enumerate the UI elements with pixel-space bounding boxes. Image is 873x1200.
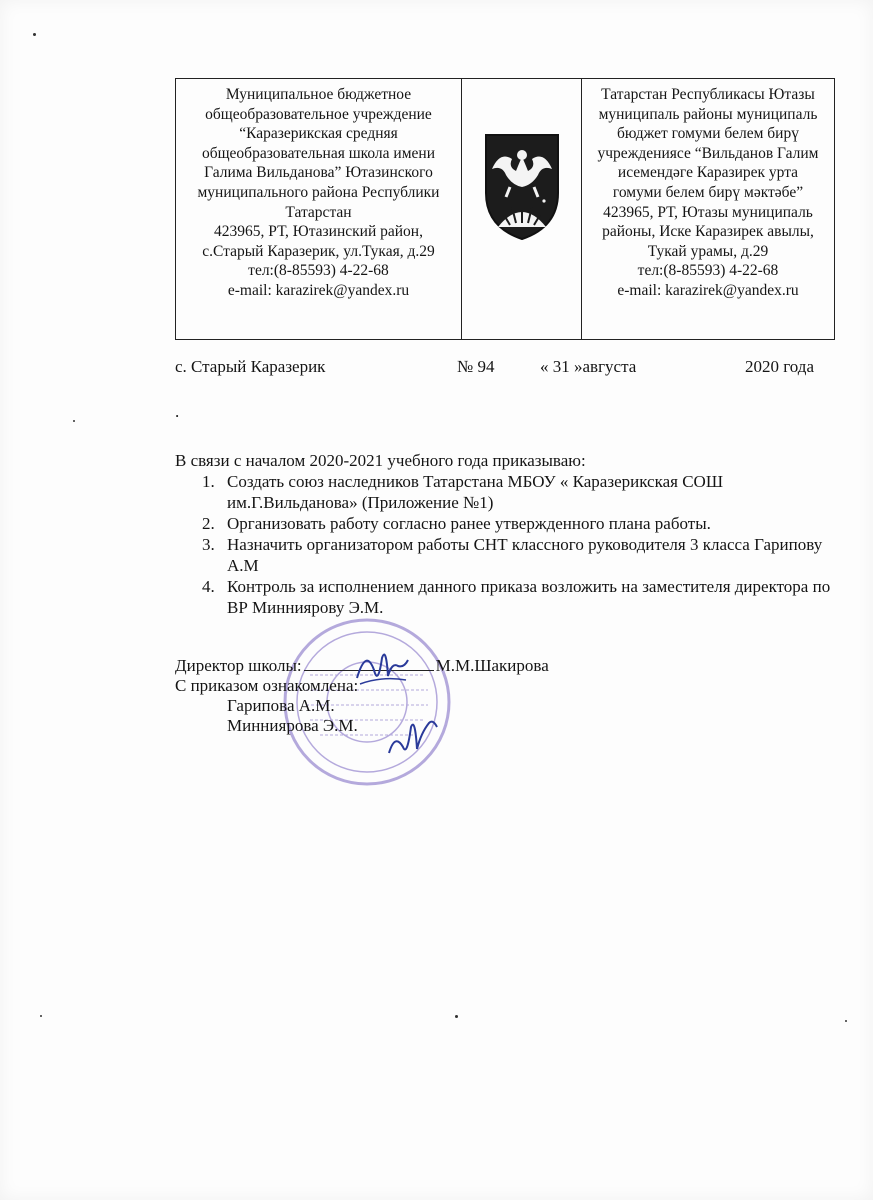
- letterhead-line: районы, Иске Каразирек авылы,: [602, 223, 814, 241]
- order-item-text: Назначить организатором работы СНТ классного руководителя 3 класса Гарипову А.М: [227, 535, 823, 575]
- letterhead-line: бюджет гомуми белем бирү: [617, 125, 799, 143]
- letterhead-line: муниципального района Республики: [197, 183, 440, 201]
- scan-speck: [73, 420, 75, 422]
- stray-mark: .: [175, 402, 180, 421]
- order-meta-line: [175, 357, 835, 381]
- letterhead-line: 423965, РТ, Ютазинский район,: [214, 223, 423, 241]
- letterhead-line: 423965, РТ, Ютазы муниципаль: [603, 203, 813, 221]
- order-item: [202, 513, 845, 534]
- order-items: [175, 471, 845, 618]
- director-name: М.М.Шакирова: [435, 656, 549, 675]
- letterhead-line: Галима Вильданова” Ютазинского: [204, 164, 433, 182]
- order-item: [202, 471, 845, 513]
- acquainted-label: С приказом ознакомлена:: [175, 676, 359, 695]
- order-body: [175, 450, 845, 618]
- letterhead-emblem-cell: [462, 79, 582, 339]
- letterhead-line: исемендәге Каразирек урта: [617, 164, 799, 182]
- order-item-number: 3.: [202, 535, 215, 554]
- letterhead-line: гомуми белем бирү мәктәбе”: [612, 183, 804, 201]
- director-handwritten-signature-icon: [352, 640, 412, 700]
- letterhead-table: [175, 78, 835, 340]
- order-item-number: 2.: [202, 514, 215, 533]
- scan-speck: [455, 1015, 458, 1018]
- order-date: « 31 »августа: [540, 357, 637, 376]
- letterhead-line: Татарстан: [285, 203, 352, 221]
- order-item-number: 4.: [202, 577, 215, 596]
- letterhead-russian: [176, 79, 462, 339]
- letterhead-line: учреждениясе “Вильданов Галим: [597, 144, 819, 162]
- order-item: [202, 576, 845, 618]
- acquainted-name: Минниярова Э.М.: [227, 716, 358, 735]
- order-item-text: Создать союз наследников Татарстана МБОУ « Каразерикская СОШ им.Г.Вильданова» (Приложение №1): [227, 472, 723, 512]
- coat-of-arms-icon: [482, 131, 562, 241]
- order-intro: В связи с началом 2020-2021 учебного года приказываю:: [175, 451, 586, 470]
- letterhead-line: тел:(8-85593) 4-22-68: [637, 262, 779, 280]
- letterhead-line: муниципаль районы муниципаль: [598, 105, 818, 123]
- acquainted-name: Гарипова А.М.: [227, 696, 335, 715]
- order-item-number: 1.: [202, 472, 215, 491]
- order-item-text: Контроль за исполнением данного приказа возложить на заместителя директора по ВР Минниярову Э.М.: [227, 577, 831, 617]
- order-place: с. Старый Каразерик: [175, 357, 326, 376]
- letterhead-line: e-mail: karazirek@yandex.ru: [617, 281, 799, 299]
- scan-speck: [33, 33, 36, 36]
- letterhead-line: Муниципальное бюджетное: [225, 86, 412, 103]
- scan-speck: [40, 1015, 42, 1017]
- letterhead-line: “Каразерикская средняя: [239, 125, 398, 143]
- letterhead-line: общеобразовательное учреждение: [205, 105, 432, 123]
- order-year: 2020 года: [745, 357, 815, 376]
- letterhead-line: с.Старый Каразерик, ул.Тукая, д.29: [202, 242, 435, 260]
- order-item-text: Организовать работу согласно ранее утвержденного плана работы.: [227, 514, 711, 533]
- order-item: [202, 534, 845, 576]
- letterhead-line: e-mail: karazirek@yandex.ru: [227, 281, 410, 299]
- letterhead-line: тел:(8-85593) 4-22-68: [248, 262, 389, 280]
- letterhead-line: общеобразовательная школа имени: [201, 144, 435, 162]
- deputy-handwritten-signature-icon: [385, 713, 440, 768]
- director-label: Директор школы:: [175, 656, 302, 675]
- letterhead-tatar: [582, 79, 834, 339]
- scan-speck: [845, 1020, 847, 1022]
- letterhead-line: Татарстан Республикасы Ютазы: [601, 86, 815, 103]
- letterhead-line: Тукай урамы, д.29: [647, 242, 769, 260]
- order-number: № 94: [457, 357, 495, 376]
